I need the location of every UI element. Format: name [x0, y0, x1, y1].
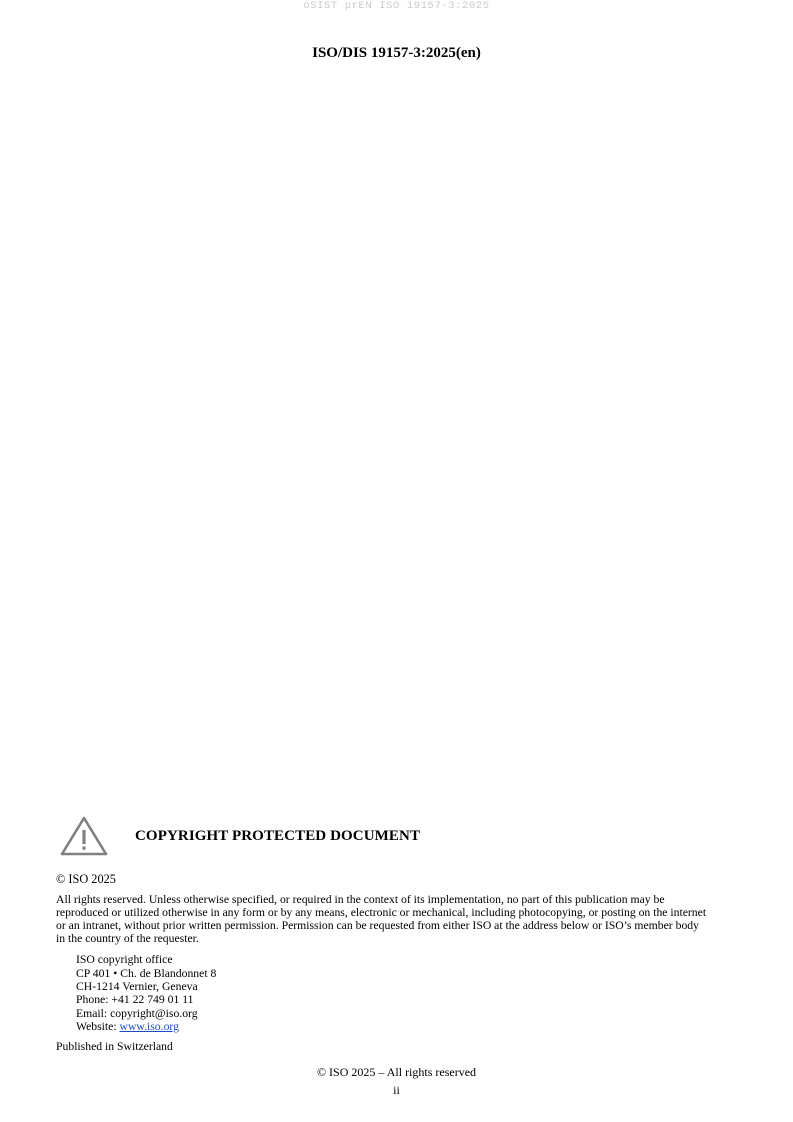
warning-triangle-icon	[60, 815, 108, 857]
copyright-heading: COPYRIGHT PROTECTED DOCUMENT	[135, 827, 421, 844]
footer-page-number: ii	[393, 1083, 400, 1097]
address-website-label: Website:	[76, 1019, 120, 1033]
copyright-block	[56, 810, 710, 1053]
address-website-row	[76, 1020, 710, 1033]
address-line2: CH-1214 Vernier, Geneva	[76, 980, 198, 993]
address-line1: CP 401 • Ch. de Blandonnet 8	[76, 966, 217, 980]
iso-website-link[interactable]: www.iso.org	[119, 1019, 179, 1033]
address-email-label: Email:	[76, 1006, 111, 1020]
address-email-row	[76, 1007, 710, 1020]
published-in: Published in Switzerland	[56, 1040, 173, 1054]
footer-rights: © ISO 2025 – All rights reserved	[316, 1065, 477, 1079]
copyright-heading-row	[56, 810, 710, 862]
watermark-text: oSIST prEN ISO 19157-3:2025	[303, 0, 490, 12]
address-phone: Phone: +41 22 749 01 11	[76, 993, 194, 1007]
rights-paragraph: All rights reserved. Unless otherwise specified, or required in the context of its implementation, no part of this publication may be reproduced or utilized otherwise in any form or by any means, electronic or mechanical, including photocopying, or posting on the internet or an intranet, without prior written permission. Permission can be requested from either ISO at the address below or ISO’s member body in the country of the requester.	[56, 892, 707, 946]
address-email-value: copyright@iso.org	[110, 1006, 198, 1020]
copyright-notice: © ISO 2025	[56, 872, 116, 886]
iso-address	[76, 953, 710, 1033]
page-title: ISO/DIS 19157-3:2025(en)	[312, 45, 481, 61]
address-office: ISO copyright office	[76, 953, 173, 967]
